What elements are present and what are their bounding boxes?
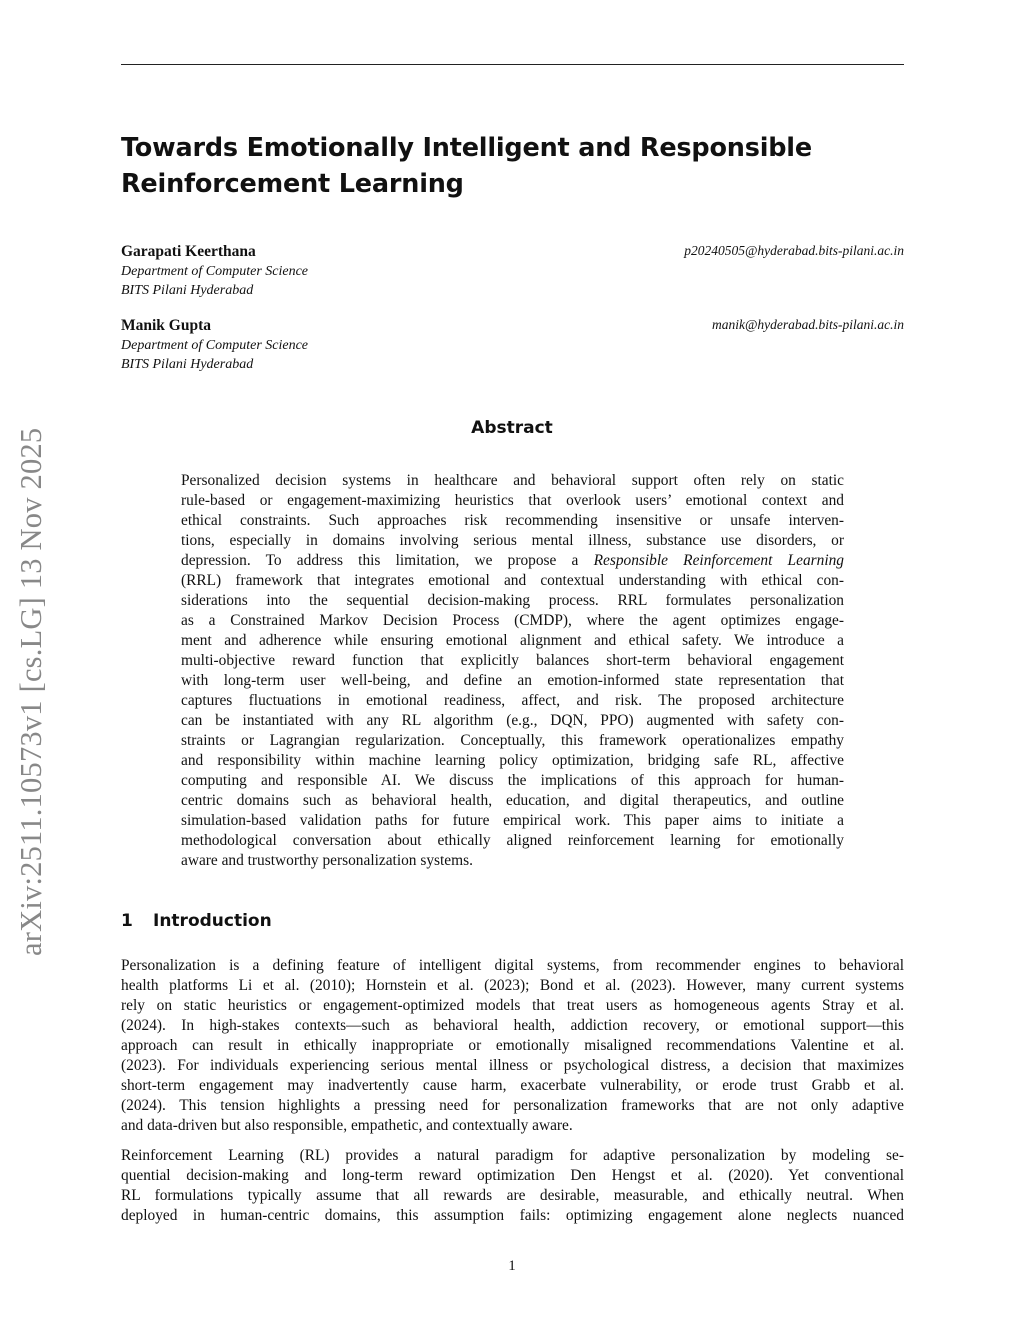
paragraph-line: (2024). This tension highlights a pressing need for personalization frameworks that are not only adaptive	[121, 1097, 904, 1114]
abstract-line: Personalized decision systems in healthcare and behavioral support often rely on static	[181, 472, 844, 489]
author-name: Garapati Keerthana	[121, 243, 256, 260]
abstract-line	[181, 551, 844, 571]
abstract-line: can be instantiated with any RL algorithm (e.g., DQN, PPO) augmented with safety con-	[181, 712, 844, 729]
abstract-line: (RRL) framework that integrates emotional and contextual understanding with ethical con-	[181, 572, 844, 589]
abstract-line: as a Constrained Markov Decision Process (CMDP), where the agent optimizes engage-	[181, 612, 844, 629]
abstract-heading: Abstract	[471, 418, 553, 438]
paragraph-line: RL formulations typically assume that all rewards are desirable, measurable, and ethically neutral. When	[121, 1187, 904, 1204]
author-block	[121, 316, 904, 374]
paragraph-line: quential decision-making and long-term reward optimization Den Hengst et al. (2020). Yet conventional	[121, 1167, 904, 1184]
abstract-line: with long-term user well-being, and define an emotion-informed state representation that	[181, 672, 844, 689]
section-title: Introduction	[153, 911, 272, 931]
abstract-line: rule-based or engagement-maximizing heuristics that overlook users’ emotional context and	[181, 492, 844, 509]
abstract-line: methodological conversation about ethically aligned reinforcement learning for emotionally	[181, 832, 844, 849]
intro-paragraph-1	[121, 956, 904, 1136]
arxiv-identifier-stamp: arXiv:2511.10573v1 [cs.LG] 13 Nov 2025	[14, 427, 48, 956]
paragraph-line: Personalization is a defining feature of intelligent digital systems, from recommender engines to behavioral	[121, 957, 904, 974]
paragraph-line: (2023). For individuals experiencing serious mental illness or psychological distress, a decision that maximizes	[121, 1057, 904, 1074]
abstract-line: and responsibility within machine learning policy optimization, bridging safe RL, affective	[181, 752, 844, 769]
abstract-body	[181, 471, 844, 871]
abstract-line: centric domains such as behavioral health, education, and digital therapeutics, and outline	[181, 792, 844, 809]
intro-paragraph-2	[121, 1146, 904, 1226]
page-number: 1	[508, 1258, 516, 1274]
paper-title	[121, 130, 904, 202]
abstract-line: captures fluctuations in emotional readiness, affect, and risk. The proposed architecture	[181, 692, 844, 709]
author-department: Department of Computer Science	[121, 264, 309, 279]
author-email[interactable]: p20240505@hyderabad.bits-pilani.ac.in	[684, 243, 904, 258]
abstract-line: ethical constraints. Such approaches risk recommending insensitive or unsafe interven-	[181, 512, 844, 529]
author-block	[121, 242, 904, 300]
paragraph-line: rely on static heuristics or engagement-optimized models that treat users as homogeneous agents Stray et al.	[121, 997, 904, 1014]
abstract-line: aware and trustworthy personalization systems.	[181, 852, 473, 869]
abstract-line-text: depression. To address this limitation, we propose a	[181, 552, 579, 569]
title-line: Towards Emotionally Intelligent and Responsible	[121, 133, 812, 163]
abstract-line: computing and responsible AI. We discuss the implications of this approach for human-	[181, 772, 844, 789]
paragraph-line: approach can result in ethically inappropriate or emotionally misaligned recommendations Valentine et al.	[121, 1037, 904, 1054]
paragraph-line: (2024). In high-stakes contexts—such as behavioral health, addiction recovery, or emotional support—this	[121, 1017, 904, 1034]
paragraph-line: short-term engagement may inadvertently cause harm, exacerbate vulnerability, or erode trust Grabb et al.	[121, 1077, 904, 1094]
abstract-line: siderations into the sequential decision-making process. RRL formulates personalization	[181, 592, 844, 609]
abstract-line: ment and adherence while ensuring emotional alignment and ethical safety. We introduce a	[181, 632, 844, 649]
author-name: Manik Gupta	[121, 317, 212, 334]
abstract-line: simulation-based validation paths for future empirical work. This paper aims to initiate a	[181, 812, 844, 829]
abstract-line: tions, especially in domains involving serious mental illness, substance use disorders, or	[181, 532, 844, 549]
author-institution: BITS Pilani Hyderabad	[121, 283, 254, 298]
paragraph-line: deployed in human-centric domains, this assumption fails: optimizing engagement alone neglects nuanced	[121, 1207, 904, 1224]
abstract-line: straints or Lagrangian regularization. Conceptually, this framework operationalizes empathy	[181, 732, 844, 749]
abstract-emphasis: Responsible Reinforcement Learning	[593, 552, 844, 569]
author-institution: BITS Pilani Hyderabad	[121, 357, 254, 372]
section-heading-introduction	[121, 911, 272, 931]
abstract-line: multi-objective reward function that explicitly balances short-term behavioral engagement	[181, 652, 844, 669]
title-line: Reinforcement Learning	[121, 169, 464, 199]
paragraph-line: Reinforcement Learning (RL) provides a natural paradigm for adaptive personalization by modeling se-	[121, 1147, 904, 1164]
paragraph-line: health platforms Li et al. (2010); Hornstein et al. (2023); Bond et al. (2023). However, many current systems	[121, 977, 904, 994]
top-rule	[121, 64, 904, 65]
author-email[interactable]: manik@hyderabad.bits-pilani.ac.in	[711, 317, 904, 332]
section-number: 1	[121, 911, 133, 931]
paragraph-line: and data-driven but also responsible, empathetic, and contextually aware.	[121, 1117, 573, 1134]
author-department: Department of Computer Science	[121, 338, 309, 353]
